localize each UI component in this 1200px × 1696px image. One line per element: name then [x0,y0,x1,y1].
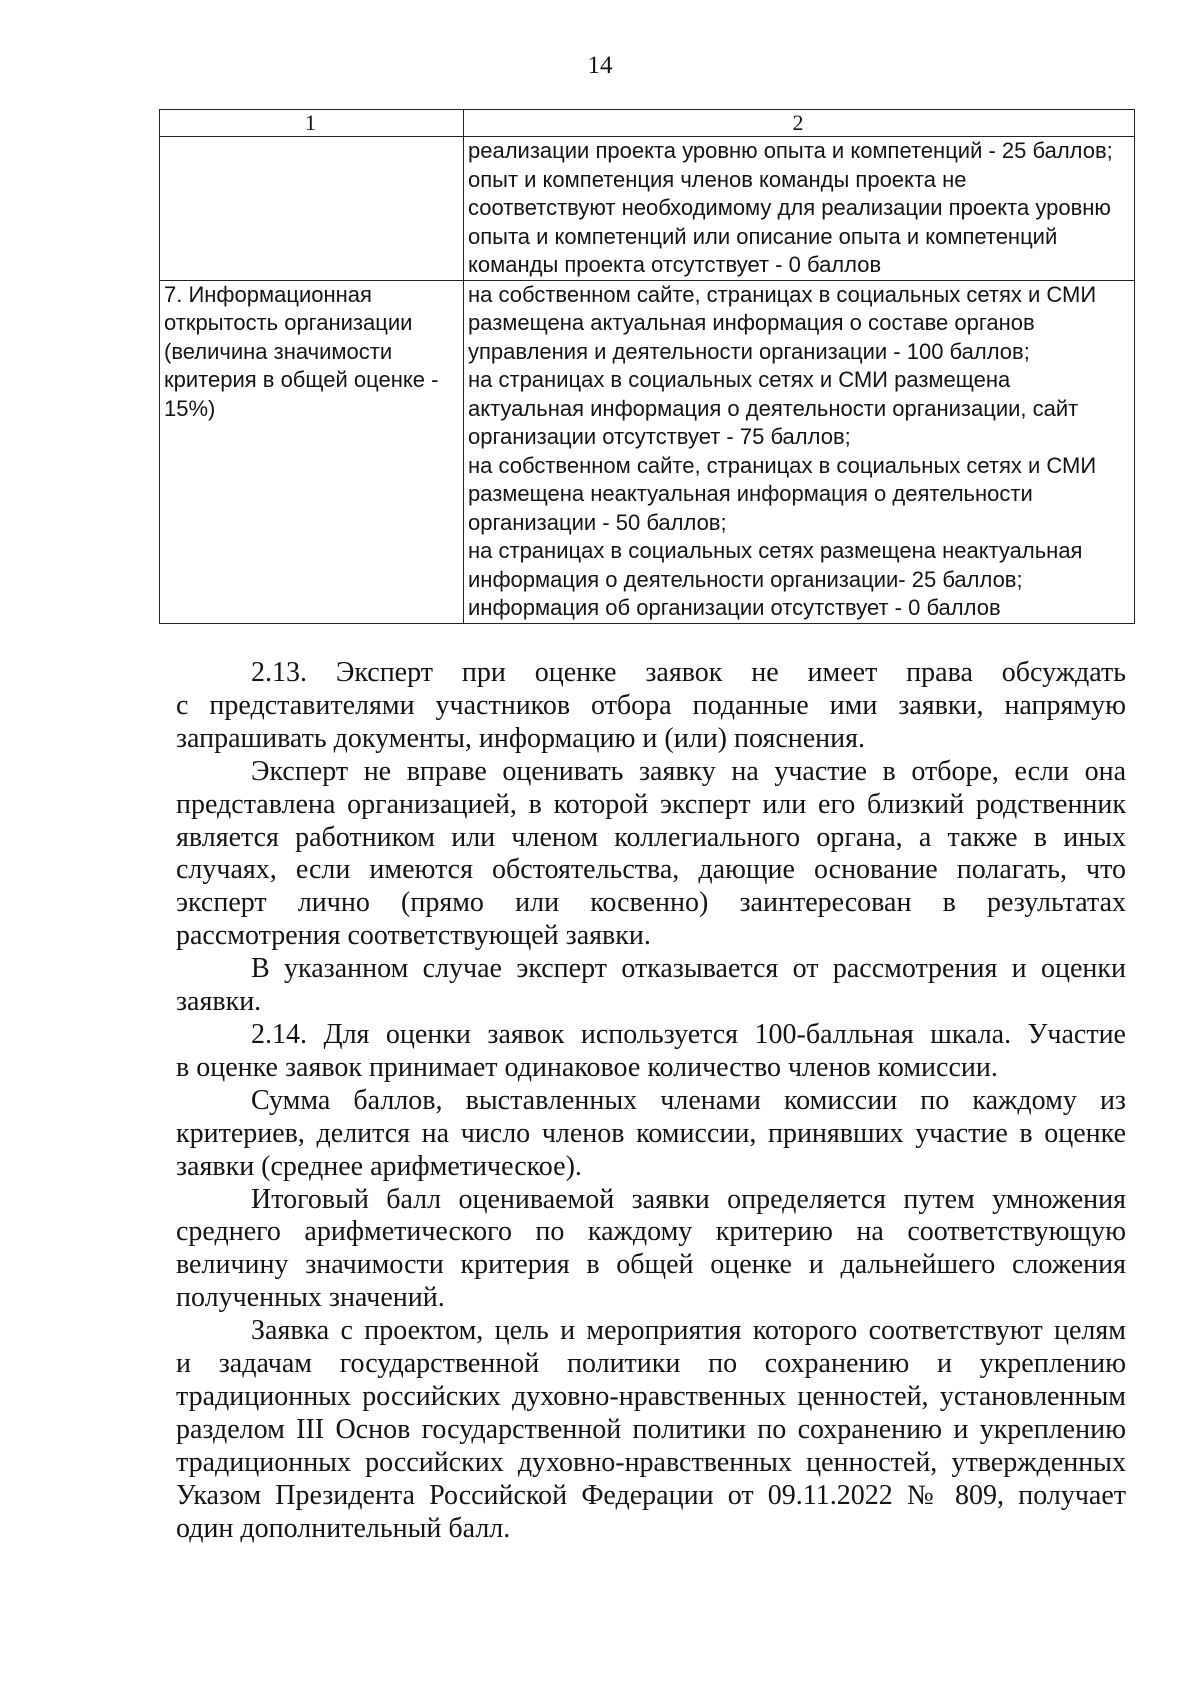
table-header-row [160,110,1135,137]
page-number: 14 [587,52,613,79]
text-line: один дополнительный балл. [176,1512,511,1544]
text-line: с представителями участников отбора поданные ими заявки, напрямую [176,689,1126,721]
text-line: открытость организации [164,310,413,335]
table-row [160,137,1135,281]
text-line: среднего арифметического по каждому критерию на соответствующую [176,1216,1126,1248]
column-header-2: 2 [464,110,1135,137]
text-line: на страницах в социальных сетях и СМИ размещена [468,367,1011,392]
text-line: 7. Информационная [164,281,372,307]
text-line: на собственном сайте, страницах в социальных сетях и СМИ [468,281,1097,307]
text-line: 15%) [164,395,216,421]
text-line: опыт и компетенция членов команды проекта не [468,166,967,192]
criterion-cell [160,137,464,281]
text-line: размещена актуальная информация о составе органов [468,310,1035,335]
text-line: запрашивать документы, информацию и (или) пояснения. [176,722,866,754]
text-line: актуальная информация о деятельности организации, сайт [468,395,1079,421]
text-line: организации отсутствует - 75 баллов; [468,424,851,449]
paragraph-bonus-point [176,1315,1126,1545]
text-line: эксперт лично (прямо или косвенно) заинтересован в результатах [176,887,1126,919]
text-line: на страницах в социальных сетях размещена неактуальная [468,538,1083,563]
body-text [176,657,1126,1545]
text-line: управления и деятельности организации - 100 баллов; [468,338,1030,364]
text-line: информация об организации отсутствует - 0 баллов [468,595,1001,620]
table-row [160,280,1135,623]
text-line: полученных значений. [176,1282,445,1314]
text-line: заявки (среднее арифметическое). [176,1150,582,1182]
text-line: заявки. [176,986,262,1018]
text-line: является работником или членом коллегиального органа, а также в иных [176,821,1126,853]
text-line: разделом III Основ государственной политики по сохранению и укреплению [176,1413,1126,1445]
text-line: рассмотрения соответствующей заявки. [176,920,651,952]
paragraph-final-score [176,1184,1126,1316]
column-header-1: 1 [160,110,464,137]
text-line: на собственном сайте, страницах в социальных сетях и СМИ [468,452,1097,478]
paragraph-expert-restriction [176,756,1126,953]
text-line: размещена неактуальная информация о деятельности [468,481,1033,506]
text-line: величину значимости критерия в общей оценке и дальнейшего сложения [176,1249,1126,1281]
text-line: Указом Президента Российской Федерации от 09.11.2022 № 809, получает [176,1479,1126,1511]
paragraph-2-14 [176,1019,1126,1085]
text-line: реализации проекта уровню опыта и компетенций - 25 баллов; [468,138,1113,163]
text-line: Итоговый балл оцениваемой заявки определяется путем умножения [251,1183,1126,1215]
text-line: 2.13. Эксперт при оценке заявок не имеет права обсуждать [251,657,1126,688]
text-line: соответствуют необходимому для реализации проекта уровню [468,195,1111,220]
text-line: информация о деятельности организации- 25 баллов; [468,566,1023,592]
text-line: представлена организацией, в которой эксперт или его близкий родственник [176,788,1126,820]
text-line: 2.14. Для оценки заявок используется 100-балльная шкала. Участие [251,1018,1126,1050]
text-line: организации - 50 баллов; [468,509,727,535]
paragraph-expert-refusal [176,953,1126,1019]
text-line: случаях, если имеются обстоятельства, дающие основание полагать, что [176,854,1126,886]
scoring-cell [464,280,1135,623]
text-line: опыта и компетенций или описание опыта и компетенций [468,223,1058,249]
criteria-table [159,109,1135,624]
text-line: Эксперт не вправе оценивать заявку на участие в отборе, если она [251,755,1126,787]
text-line: команды проекта отсутствует - 0 баллов [468,252,882,277]
text-line: (величина значимости [164,338,393,364]
text-line: и задачам государственной политики по сохранению и укреплению [176,1348,1126,1380]
text-line: в оценке заявок принимает одинаковое количество членов комиссии. [176,1051,998,1083]
scoring-cell [464,137,1135,281]
text-line: Сумма баллов, выставленных членами комиссии по каждому из [251,1084,1126,1116]
text-line: В указанном случае эксперт отказывается от рассмотрения и оценки [251,953,1126,985]
paragraph-2-13 [176,657,1126,756]
text-line: Заявка с проектом, цель и мероприятия которого соответствуют целям [251,1315,1126,1347]
criterion-cell [160,280,464,623]
paragraph-score-average [176,1085,1126,1184]
text-line: критериев, делится на число членов комиссии, принявших участие в оценке [176,1117,1126,1149]
text-line: традиционных российских духовно-нравственных ценностей, установленным [176,1380,1126,1412]
text-line: критерия в общей оценке - [164,367,439,392]
text-line: традиционных российских духовно-нравственных ценностей, утвержденных [176,1446,1126,1478]
